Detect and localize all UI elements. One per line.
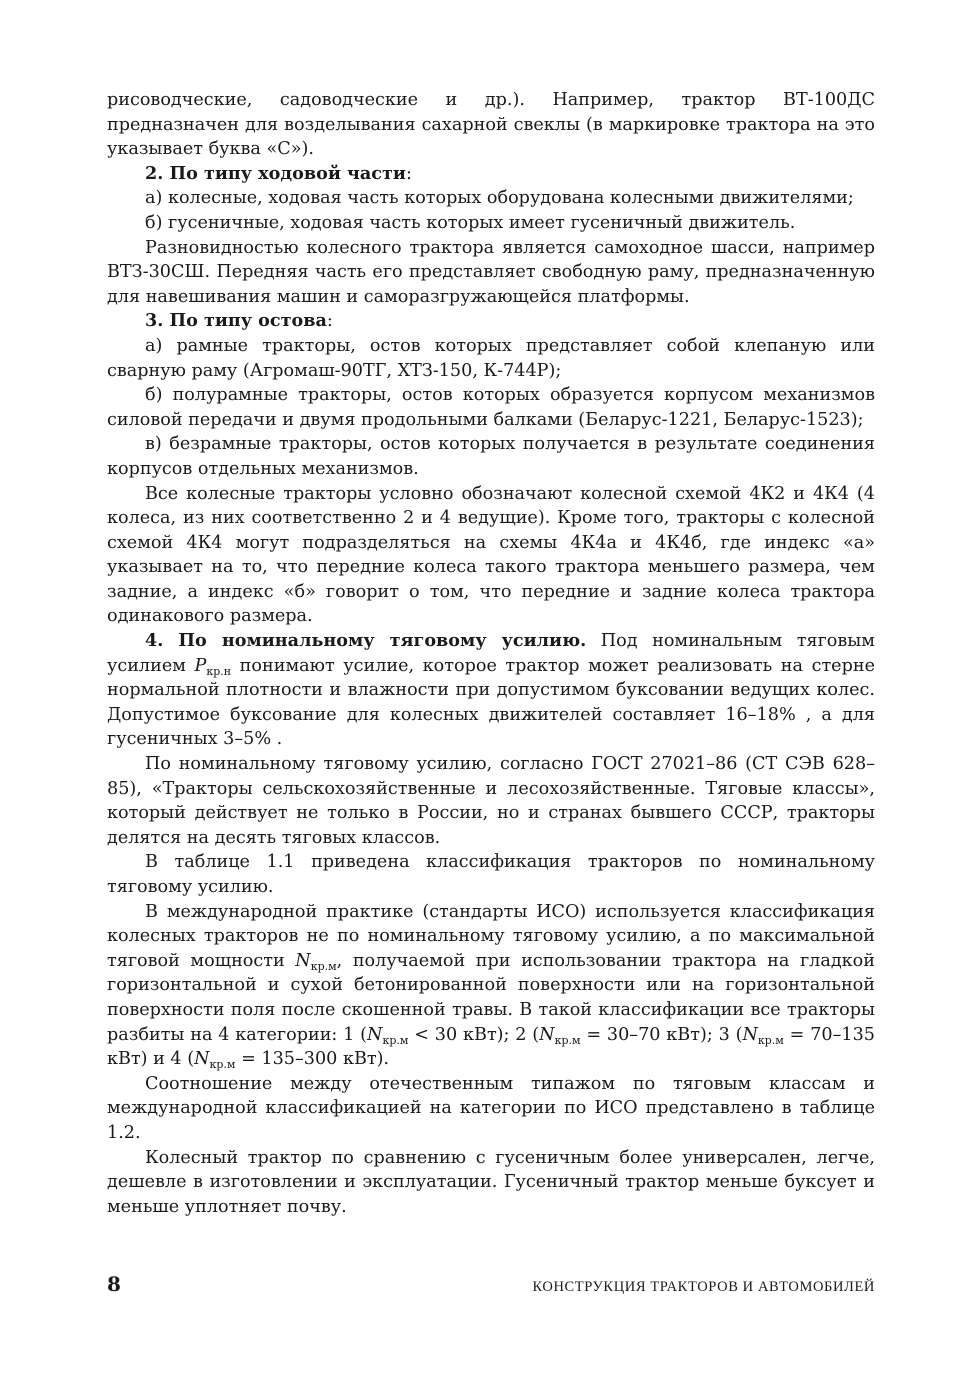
- paragraph-p8: б) полурамные тракторы, остов которых образуется корпусом механизмов силовой передачи и двумя продольными балками (Беларус-1221, Беларус-1523);: [107, 385, 875, 430]
- subscript: кр.м: [209, 1058, 236, 1072]
- symbol-n: N: [742, 1024, 758, 1045]
- subscript: кр.м: [757, 1033, 784, 1047]
- heading-colon: :: [326, 311, 333, 332]
- heading-bold: 3. По типу остова: [145, 310, 327, 332]
- text-segment: = 30–70 кВт); 3 (: [580, 1024, 743, 1045]
- page-footer: [107, 1272, 875, 1296]
- symbol-n: N: [194, 1049, 210, 1070]
- paragraph-p5: Разновидностью колесного трактора является самоходное шасси, например ВТЗ-30СШ. Передняя часть его представляет свободную раму, предназначенную для навешивания машин и саморазгружающейся платформы.: [107, 237, 875, 307]
- subscript: кр.н: [206, 664, 232, 678]
- heading-bold: 2. По типу ходовой части: [145, 162, 406, 184]
- paragraph-p1: рисоводческие, садоводческие и др.). Например, трактор ВТ-100ДС предназначен для возделывания сахарной свеклы (в маркировке трактора на это указывает буква «С»).: [107, 90, 875, 160]
- subscript: кр.м: [382, 1033, 409, 1047]
- text-segment: В международной практике (стандарты ИСО) используется классификация колесных тракторов не по номинальному тяговому усилию, а по максимальной тяговой мощности: [107, 901, 875, 971]
- page-number: 8: [107, 1272, 121, 1296]
- subscript: кр.м: [310, 959, 337, 973]
- paragraph-p9: в) безрамные тракторы, остов которых получается в результате соединения корпусов отдельных механизмов.: [107, 434, 875, 479]
- paragraph-p10: Все колесные тракторы условно обозначают колесной схемой 4К2 и 4К4 (4 колеса, из них соответственно 2 и 4 ведущие). Кроме того, тракторы с колесной схемой 4К4 могут подразделяться на схемы 4К4а и 4К4б, где индекс «а» указывает на то, что передние колеса такого трактора меньшего размера, чем задние, а индекс «б» говорит о том, что передние и задние колеса трактора одинакового размера.: [107, 483, 875, 627]
- text-segment: Под номинальным тяговым усилием: [107, 631, 875, 676]
- paragraph-p3: а) колесные, ходовая часть которых оборудована колесными движителями;: [145, 188, 854, 209]
- heading-running-gear: [107, 162, 875, 187]
- paragraph-p16: Колесный трактор по сравнению с гусеничным более универсален, легче, дешевле в изготовлении и эксплуатации. Гусеничный трактор меньше буксует и меньше уплотняет почву.: [107, 1147, 875, 1217]
- page-body: [107, 88, 875, 1219]
- paragraph-p14: [107, 900, 875, 1072]
- text-segment: , получаемой при использовании трактора на гладкой горизонтальной и сухой бетонированной поверхности или на горизонтальной поверхности поля после скошенной травы. В такой классификации все тракторы разбиты на 4 категории: 1 (: [107, 950, 875, 1045]
- heading-traction: 4. По номинальному тяговому усилию.: [145, 630, 587, 652]
- symbol-p: P: [194, 655, 207, 676]
- text-segment: = 70–135 кВт) и 4 (: [107, 1024, 875, 1070]
- subscript: кр.м: [554, 1033, 581, 1047]
- paragraph-p11: [107, 629, 875, 752]
- paragraph-p12: По номинальному тяговому усилию, согласно ГОСТ 27021–86 (СТ СЭВ 628–85), «Тракторы сельскохозяйственные и лесохозяйственные. Тяговые классы», который действует не только в России, но и странах бывшего СССР, тракторы делятся на десять тяговых классов.: [107, 754, 875, 848]
- heading-frame-type: [107, 309, 875, 334]
- paragraph-p4: б) гусеничные, ходовая часть которых имеет гусеничный движитель.: [145, 212, 796, 233]
- symbol-n: N: [367, 1024, 383, 1045]
- paragraph-p15: Соотношение между отечественным типажом по тяговым классам и международной классификацией на категории по ИСО представлено в таблице 1.2.: [107, 1073, 875, 1143]
- paragraph-p13: В таблице 1.1 приведена классификация тракторов по номинальному тяговому усилию.: [107, 852, 875, 897]
- text-segment: = 135–300 кВт).: [235, 1049, 390, 1070]
- paragraph-p7: а) рамные тракторы, остов которых представляет собой клепаную или сварную раму (Агромаш-90ТГ, ХТЗ-150, К-744Р);: [107, 335, 875, 381]
- text-segment: понимают усилие, которое трактор может реализовать на стерне нормальной плотности и влажности при допустимом буксовании ведущих колес. Допустимое буксование для колесных движителей составляет 16–18% , а для гусеничных 3–5% .: [107, 655, 875, 750]
- running-head: КОНСТРУКЦИЯ ТРАКТОРОВ И АВТОМОБИЛЕЙ: [532, 1279, 875, 1295]
- symbol-n: N: [539, 1024, 555, 1045]
- text-segment: < 30 кВт); 2 (: [408, 1024, 540, 1045]
- symbol-n: N: [295, 950, 311, 971]
- heading-colon: :: [405, 163, 412, 184]
